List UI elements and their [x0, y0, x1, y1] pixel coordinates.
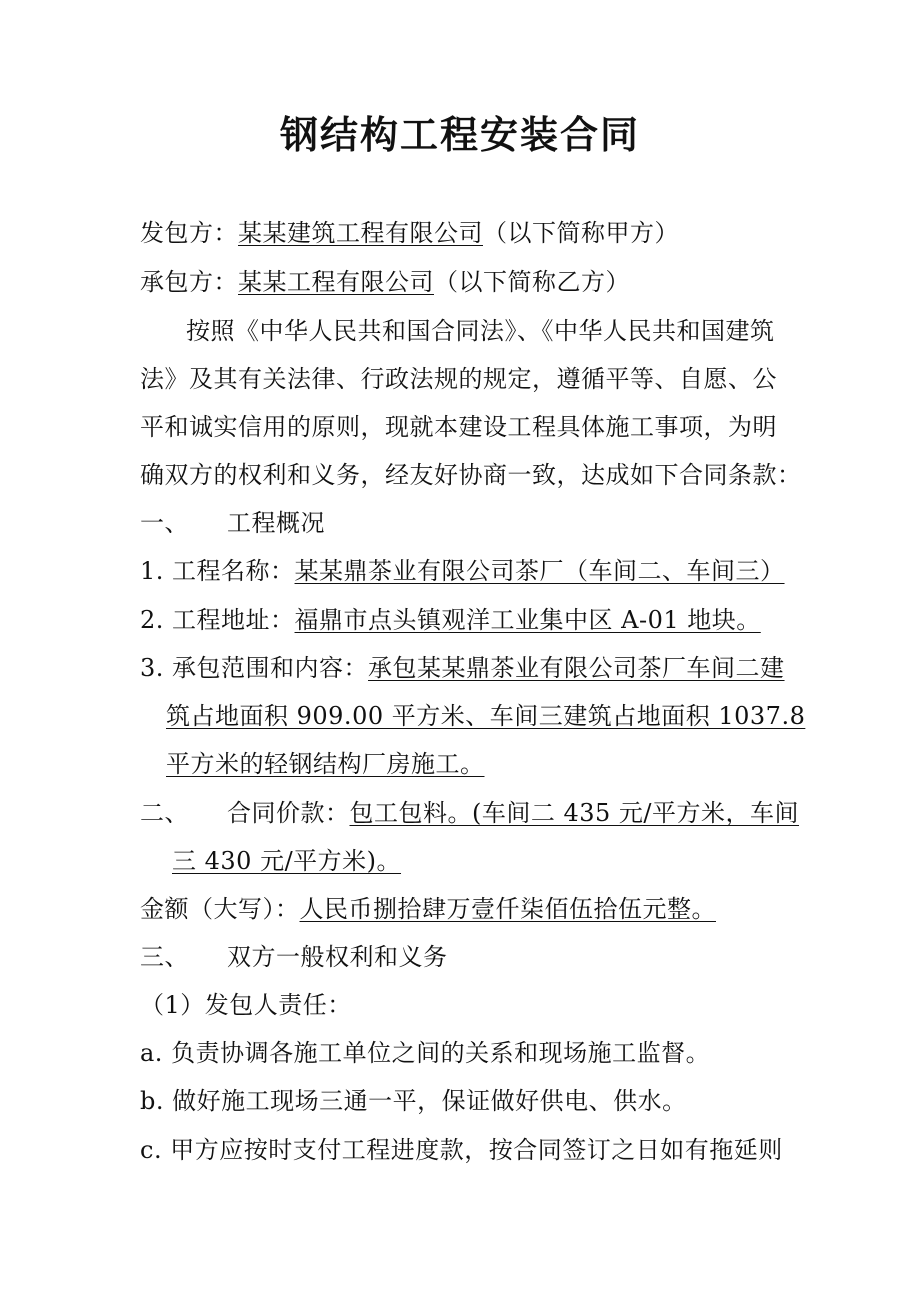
section-2-title: 合同价款：: [227, 799, 350, 827]
preamble-line-4: 确双方的权利和义务，经友好协商一致，达成如下合同条款：: [140, 461, 802, 489]
scope-line-3: [166, 744, 790, 784]
project-address-line: [140, 600, 790, 640]
preamble-line-1: 按照《中华人民共和国合同法》、《中华人民共和国建筑: [186, 317, 775, 345]
employer-name: 某某建筑工程有限公司: [238, 219, 483, 247]
price-value-2: 三 430 元/平方米)。: [172, 847, 402, 875]
scope-line-2: [166, 696, 806, 736]
section-2-heading: [140, 793, 800, 833]
section-1-heading: [140, 503, 790, 543]
scope-line-1: [140, 648, 790, 688]
project-address-value: 福鼎市点头镇观洋工业集中区 A-01 地块。: [294, 606, 761, 634]
contractor-label: 承包方：: [140, 268, 238, 296]
amount-line: [140, 889, 790, 929]
contractor-line: [140, 262, 790, 302]
duty-a: a. 负责协调各施工单位之间的关系和现场施工监督。: [140, 1039, 711, 1067]
amount-label: 金额（大写）：: [140, 895, 300, 923]
scope-value-1: 承包某某鼎茶业有限公司茶厂车间二建: [368, 654, 785, 682]
section-3-number: 三、: [140, 943, 189, 971]
preamble-line-2: 法》及其有关法律、行政法规的规定，遵循平等、自愿、公: [140, 365, 777, 393]
preamble-line-3: 平和诚实信用的原则，现就本建设工程具体施工事项，为明: [140, 413, 777, 441]
scope-value-2: 筑占地面积 909.00 平方米、车间三建筑占地面积 1037.8: [166, 702, 806, 730]
project-name-value: 某某鼎茶业有限公司茶厂（车间二、车间三）: [294, 557, 785, 585]
duty-b: b. 做好施工现场三通一平，保证做好供电、供水。: [140, 1087, 687, 1115]
employer-label: 发包方：: [140, 219, 238, 247]
duty-c: c. 甲方应按时支付工程进度款，按合同签订之日如有拖延则: [140, 1136, 783, 1164]
employer-duties-heading: （1）发包人责任：: [140, 991, 352, 1019]
price-value-1: 包工包料。(车间二 435 元/平方米，车间: [349, 799, 800, 827]
section-2-number: 二、: [140, 799, 189, 827]
project-name-line: [140, 551, 790, 591]
section-3-heading: [140, 937, 790, 977]
employer-line: [140, 213, 790, 253]
scope-value-3: 平方米的轻钢结构厂房施工。: [166, 750, 485, 778]
scope-label: 3. 承包范围和内容：: [140, 654, 369, 682]
project-address-label: 2. 工程地址：: [140, 606, 295, 634]
section-1-title: 工程概况: [227, 509, 325, 537]
price-line-2: [172, 841, 790, 881]
employer-note: （以下简称甲方）: [483, 219, 679, 247]
section-1-number: 一、: [140, 509, 189, 537]
section-3-title: 双方一般权利和义务: [227, 943, 448, 971]
amount-value: 人民币捌拾肆万壹仟柒佰伍拾伍元整。: [299, 895, 716, 923]
project-name-label: 1. 工程名称：: [140, 557, 295, 585]
contractor-note: （以下简称乙方）: [434, 268, 630, 296]
contractor-name: 某某工程有限公司: [238, 268, 434, 296]
document-title: 钢结构工程安装合同: [279, 112, 640, 157]
